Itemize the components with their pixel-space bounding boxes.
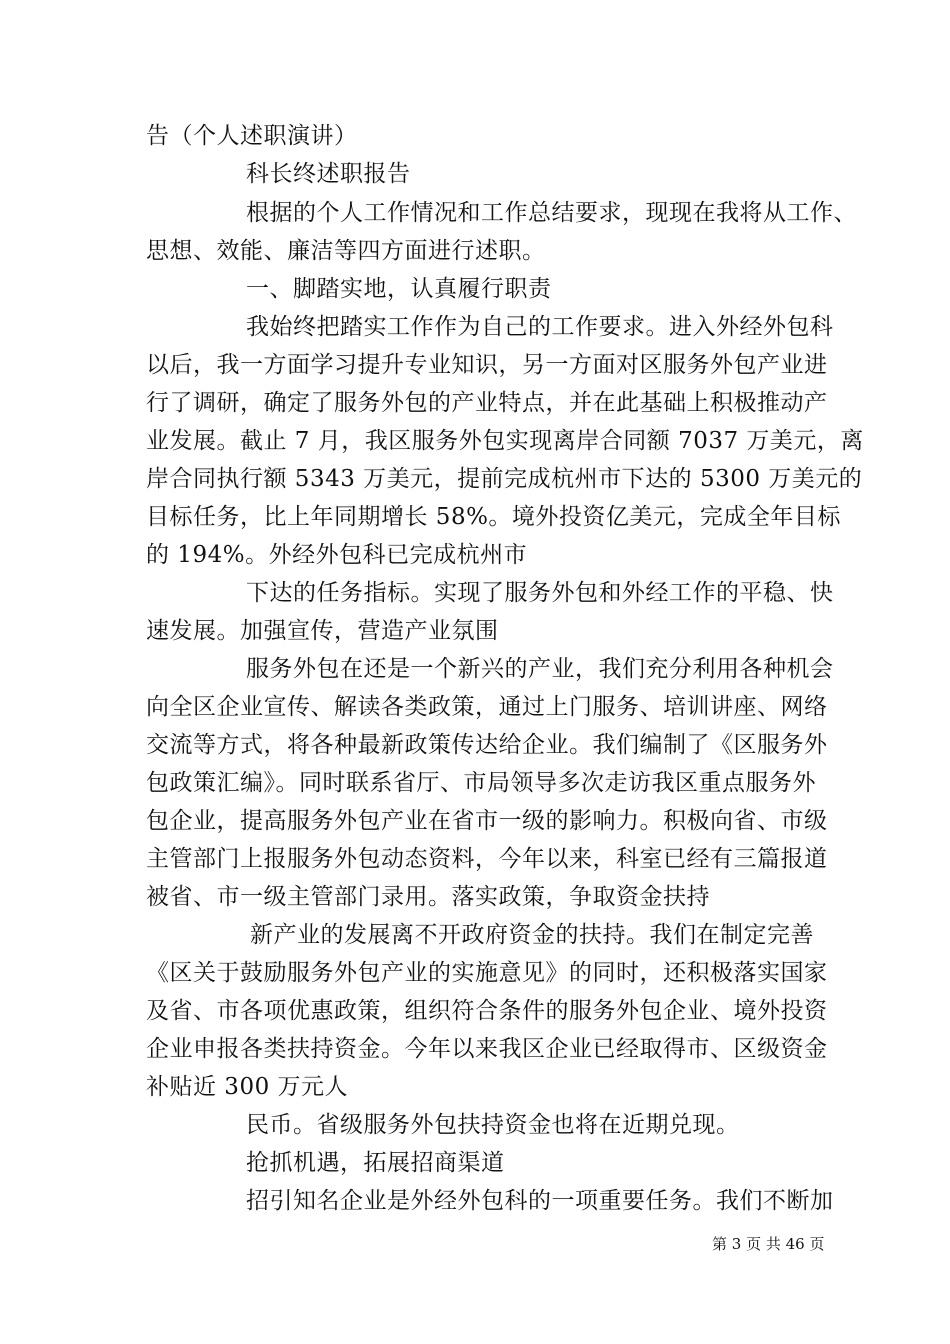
text-line: 告（个人述职演讲）	[146, 123, 358, 149]
text-line: 我始终把踏实工作作为自己的工作要求。进入外经外包科	[246, 314, 834, 340]
text-line: 服务外包在还是一个新兴的产业，我们充分利用各种机会	[246, 656, 834, 682]
text-line: 的 194%。外经外包科已完成杭州市	[146, 542, 528, 568]
page-number-footer: 第 3 页 共 46 页	[712, 1235, 825, 1253]
text-line: 岸合同执行额 5343 万美元，提前完成杭州市下达的 5300 万美元的	[146, 466, 863, 492]
text-line: 速发展。加强宣传，营造产业氛围	[146, 618, 499, 644]
text-line: 《区关于鼓励服务外包产业的实施意见》的同时，还积极落实国家	[146, 960, 828, 986]
text-line: 交流等方式，将各种最新政策传达给企业。我们编制了《区服务外	[146, 732, 828, 758]
text-line: 被省、市一级主管部门录用。落实政策，争取资金扶持	[146, 884, 710, 910]
text-line: 下达的任务指标。实现了服务外包和外经工作的平稳、快	[246, 580, 834, 606]
text-line: 招引知名企业是外经外包科的一项重要任务。我们不断加	[246, 1188, 834, 1214]
text-line: 补贴近 300 万元人	[146, 1074, 349, 1100]
text-line: 包企业，提高服务外包产业在省市一级的影响力。积极向省、市级	[146, 808, 828, 834]
text-line: 向全区企业宣传、解读各类政策，通过上门服务、培训讲座、网络	[146, 694, 828, 720]
text-line: 新产业的发展离不开政府资金的扶持。我们在制定完善	[250, 922, 814, 948]
text-line: 包政策汇编》。同时联系省厅、市局领导多次走访我区重点服务外	[146, 770, 816, 796]
text-line: 根据的个人工作情况和工作总结要求，现现在我将从工作、	[246, 200, 857, 226]
text-line: 业发展。截止 7 月，我区服务外包实现离岸合同额 7037 万美元，离	[146, 428, 864, 454]
text-line: 思想、效能、廉洁等四方面进行述职。	[146, 238, 546, 264]
text-line: 主管部门上报服务外包动态资料，今年以来，科室已经有三篇报道	[146, 846, 828, 872]
text-line: 以后，我一方面学习提升专业知识，另一方面对区服务外包产业进	[146, 352, 828, 378]
text-line: 企业申报各类扶持资金。今年以来我区企业已经取得市、区级资金	[146, 1036, 828, 1062]
text-line: 民币。省级服务外包扶持资金也将在近期兑现。	[246, 1112, 740, 1138]
text-line: 目标任务，比上年同期增长 58%。境外投资亿美元，完成全年目标	[146, 504, 841, 530]
text-line: 行了调研，确定了服务外包的产业特点，并在此基础上积极推动产	[146, 390, 828, 416]
section-heading: 一、脚踏实地，认真履行职责	[246, 276, 552, 302]
document-title: 科长终述职报告	[246, 161, 411, 187]
text-line: 及省、市各项优惠政策，组织符合条件的服务外包企业、境外投资	[146, 998, 828, 1024]
section-heading: 抢抓机遇，拓展招商渠道	[246, 1150, 505, 1176]
